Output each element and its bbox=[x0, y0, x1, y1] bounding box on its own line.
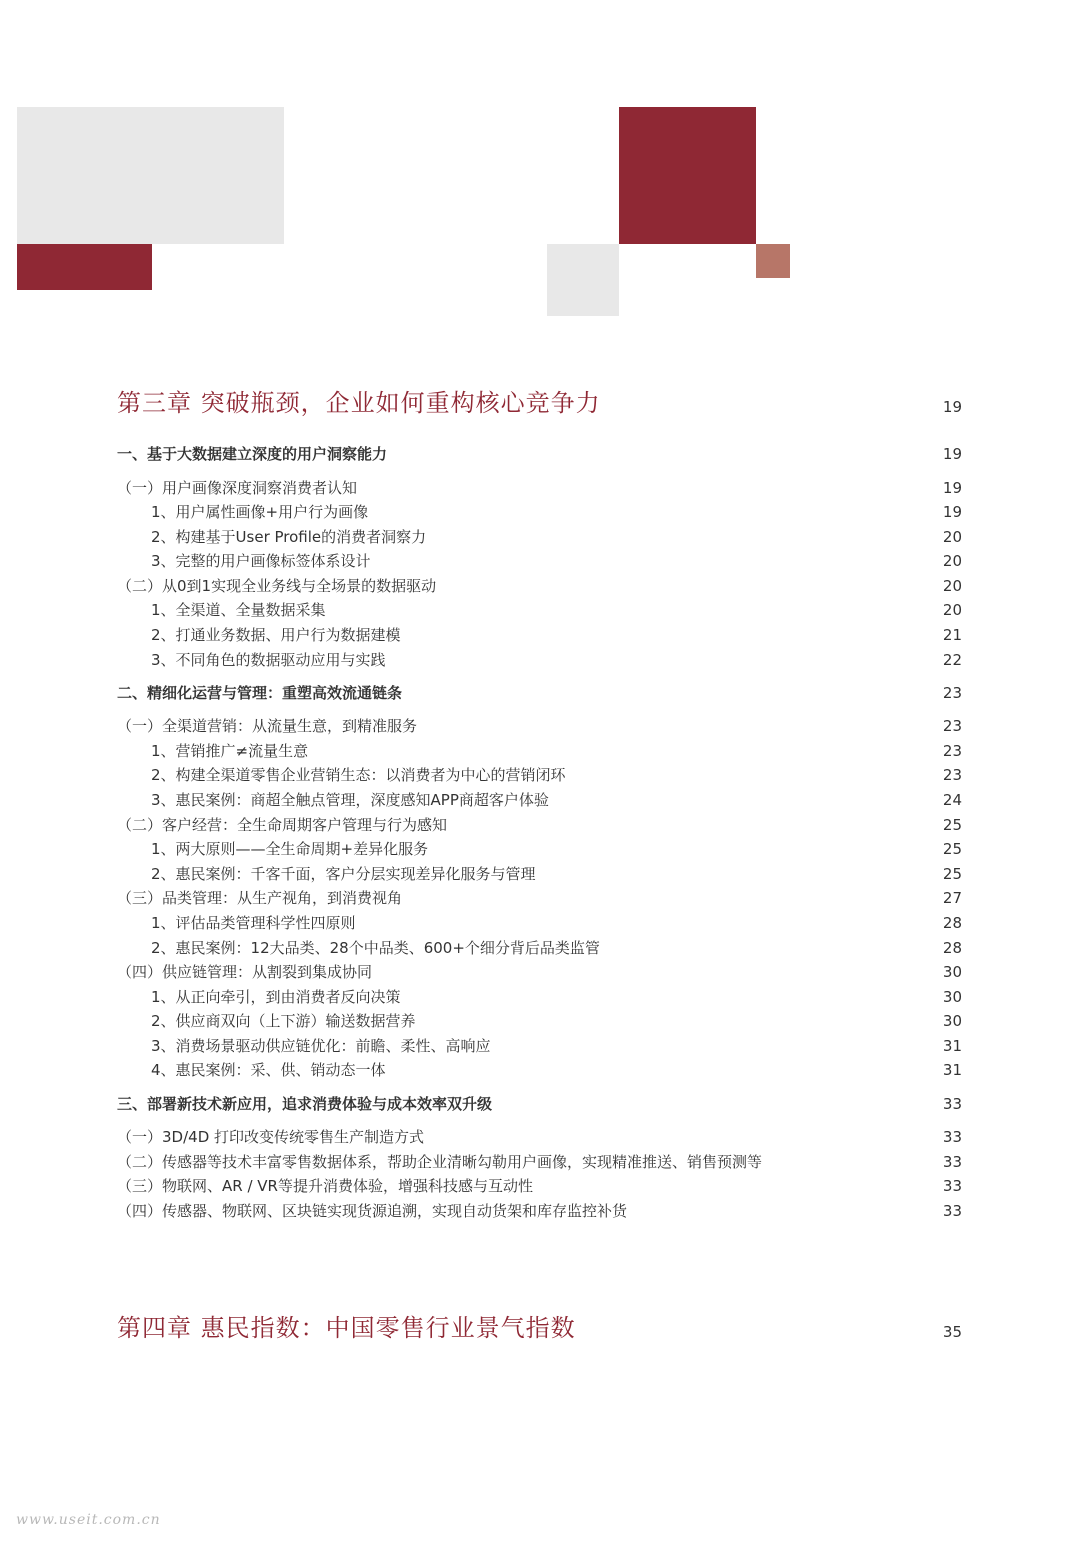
page-number: 20 bbox=[942, 552, 962, 570]
page-number: 30 bbox=[942, 988, 962, 1006]
toc-item[interactable] bbox=[117, 935, 962, 961]
toc-item[interactable] bbox=[117, 787, 962, 813]
toc-text: 3、不同角色的数据驱动应用与实践 bbox=[151, 651, 386, 669]
toc-text: 1、用户属性画像+用户行为画像 bbox=[151, 503, 369, 521]
page-number: 23 bbox=[942, 766, 962, 784]
page-number: 33 bbox=[942, 1153, 962, 1171]
page-number: 23 bbox=[942, 717, 962, 735]
toc-subsection[interactable] bbox=[117, 1124, 962, 1150]
toc-text: 三、部署新技术新应用，追求消费体验与成本效率双升级 bbox=[117, 1095, 493, 1113]
page-number: 19 bbox=[942, 503, 962, 521]
toc-text: （一）全渠道营销：从流量生意，到精准服务 bbox=[117, 717, 418, 735]
page-number: 31 bbox=[942, 1037, 962, 1055]
toc-item[interactable] bbox=[117, 836, 962, 862]
page-number: 30 bbox=[942, 963, 962, 981]
toc-text: 1、从正向牵引，到由消费者反向决策 bbox=[151, 988, 401, 1006]
page-number: 19 bbox=[942, 479, 962, 497]
toc-text: 2、惠民案例：12大品类、28个中品类、600+个细分背后品类监管 bbox=[151, 939, 600, 957]
page-number: 21 bbox=[942, 626, 962, 644]
watermark: www.useit.com.cn bbox=[16, 1512, 161, 1528]
page-number: 19 bbox=[942, 398, 962, 416]
toc-text: 二、精细化运营与管理：重塑高效流通链条 bbox=[117, 684, 403, 702]
toc-text: （四）传感器、物联网、区块链实现货源追溯，实现自动货架和库存监控补货 bbox=[117, 1202, 628, 1220]
toc-item[interactable] bbox=[117, 647, 962, 673]
page-number: 20 bbox=[942, 601, 962, 619]
page-number: 20 bbox=[942, 528, 962, 546]
decor-red-block-right bbox=[619, 107, 756, 244]
page-number: 25 bbox=[942, 840, 962, 858]
toc-text: 2、惠民案例：千客千面，客户分层实现差异化服务与管理 bbox=[151, 865, 536, 883]
toc-text: （四）供应链管理：从割裂到集成协同 bbox=[117, 963, 373, 981]
toc-text: （二）传感器等技术丰富零售数据体系，帮助企业清晰勾勒用户画像，实现精准推送、销售预测等 bbox=[117, 1153, 763, 1171]
page-number: 33 bbox=[942, 1095, 962, 1113]
toc-subsection[interactable] bbox=[117, 573, 962, 599]
page-number: 23 bbox=[942, 684, 962, 702]
toc-subsection[interactable] bbox=[117, 475, 962, 501]
toc-text: （二）从0到1实现全业务线与全场景的数据驱动 bbox=[117, 577, 437, 595]
page-number: 33 bbox=[942, 1177, 962, 1195]
toc-item[interactable] bbox=[117, 1033, 962, 1059]
toc-text: 3、消费场景驱动供应链优化：前瞻、柔性、高响应 bbox=[151, 1037, 491, 1055]
decor-red-block-left bbox=[17, 244, 152, 290]
toc-text: （一）3D/4D 打印改变传统零售生产制造方式 bbox=[117, 1128, 425, 1146]
toc-item[interactable] bbox=[117, 548, 962, 574]
page-number: 28 bbox=[942, 939, 962, 957]
page-number: 33 bbox=[942, 1128, 962, 1146]
toc-item[interactable] bbox=[117, 524, 962, 550]
toc-text: 2、构建全渠道零售企业营销生态：以消费者为中心的营销闭环 bbox=[151, 766, 566, 784]
toc-item[interactable] bbox=[117, 622, 962, 648]
toc-text: （二）客户经营：全生命周期客户管理与行为感知 bbox=[117, 816, 448, 834]
toc-subsection[interactable] bbox=[117, 713, 962, 739]
page-number: 31 bbox=[942, 1061, 962, 1079]
toc-text: 4、惠民案例：采、供、销动态一体 bbox=[151, 1061, 386, 1079]
page-number: 20 bbox=[942, 577, 962, 595]
toc-section[interactable] bbox=[117, 441, 962, 467]
toc-item[interactable] bbox=[117, 762, 962, 788]
toc-subsection[interactable] bbox=[117, 812, 962, 838]
chapter-4-heading[interactable] bbox=[117, 1308, 962, 1348]
page-number: 19 bbox=[942, 445, 962, 463]
page-number: 25 bbox=[942, 865, 962, 883]
toc-text: 2、构建基于User Profile的消费者洞察力 bbox=[151, 528, 427, 546]
toc-text: （三）物联网、AR / VR等提升消费体验，增强科技感与互动性 bbox=[117, 1177, 533, 1195]
toc-text: 3、惠民案例：商超全触点管理，深度感知APP商超客户体验 bbox=[151, 791, 549, 809]
toc-item[interactable] bbox=[117, 1008, 962, 1034]
chapter-title: 第四章 惠民指数：中国零售行业景气指数 bbox=[117, 1314, 576, 1342]
toc-text: 1、评估品类管理科学性四原则 bbox=[151, 914, 356, 932]
toc-item[interactable] bbox=[117, 597, 962, 623]
toc-subsection[interactable] bbox=[117, 1149, 962, 1175]
toc-subsection[interactable] bbox=[117, 1198, 962, 1224]
toc-section[interactable] bbox=[117, 1091, 962, 1117]
toc-text: 2、打通业务数据、用户行为数据建模 bbox=[151, 626, 401, 644]
chapter-title: 第三章 突破瓶颈，企业如何重构核心竞争力 bbox=[117, 389, 601, 417]
toc-subsection[interactable] bbox=[117, 959, 962, 985]
toc-item[interactable] bbox=[117, 1057, 962, 1083]
toc-item[interactable] bbox=[117, 738, 962, 764]
page-number: 33 bbox=[942, 1202, 962, 1220]
toc-text: （三）品类管理：从生产视角，到消费视角 bbox=[117, 889, 403, 907]
page-number: 24 bbox=[942, 791, 962, 809]
toc-subsection[interactable] bbox=[117, 1173, 962, 1199]
toc-text: 3、完整的用户画像标签体系设计 bbox=[151, 552, 371, 570]
toc-text: 一、基于大数据建立深度的用户洞察能力 bbox=[117, 445, 388, 463]
toc-text: 1、两大原则——全生命周期+差异化服务 bbox=[151, 840, 429, 858]
page-number: 22 bbox=[942, 651, 962, 669]
toc-text: 1、营销推广≠流量生意 bbox=[151, 742, 309, 760]
toc-item[interactable] bbox=[117, 984, 962, 1010]
decor-small-rose-block bbox=[756, 244, 790, 278]
toc-text: 2、供应商双向（上下游）输送数据营养 bbox=[151, 1012, 416, 1030]
toc-text: 1、全渠道、全量数据采集 bbox=[151, 601, 326, 619]
chapter-3-heading[interactable] bbox=[117, 383, 962, 423]
decor-gray-block-left bbox=[17, 107, 284, 244]
toc-subsection[interactable] bbox=[117, 885, 962, 911]
toc-item[interactable] bbox=[117, 499, 962, 525]
page-number: 30 bbox=[942, 1012, 962, 1030]
page-number: 27 bbox=[942, 889, 962, 907]
page-number: 28 bbox=[942, 914, 962, 932]
toc-text: （一）用户画像深度洞察消费者认知 bbox=[117, 479, 358, 497]
page-number: 35 bbox=[942, 1323, 962, 1341]
page-number: 25 bbox=[942, 816, 962, 834]
decor-gray-block-right bbox=[547, 244, 619, 316]
toc-section[interactable] bbox=[117, 680, 962, 706]
toc-item[interactable] bbox=[117, 861, 962, 887]
toc-item[interactable] bbox=[117, 910, 962, 936]
page-number: 23 bbox=[942, 742, 962, 760]
